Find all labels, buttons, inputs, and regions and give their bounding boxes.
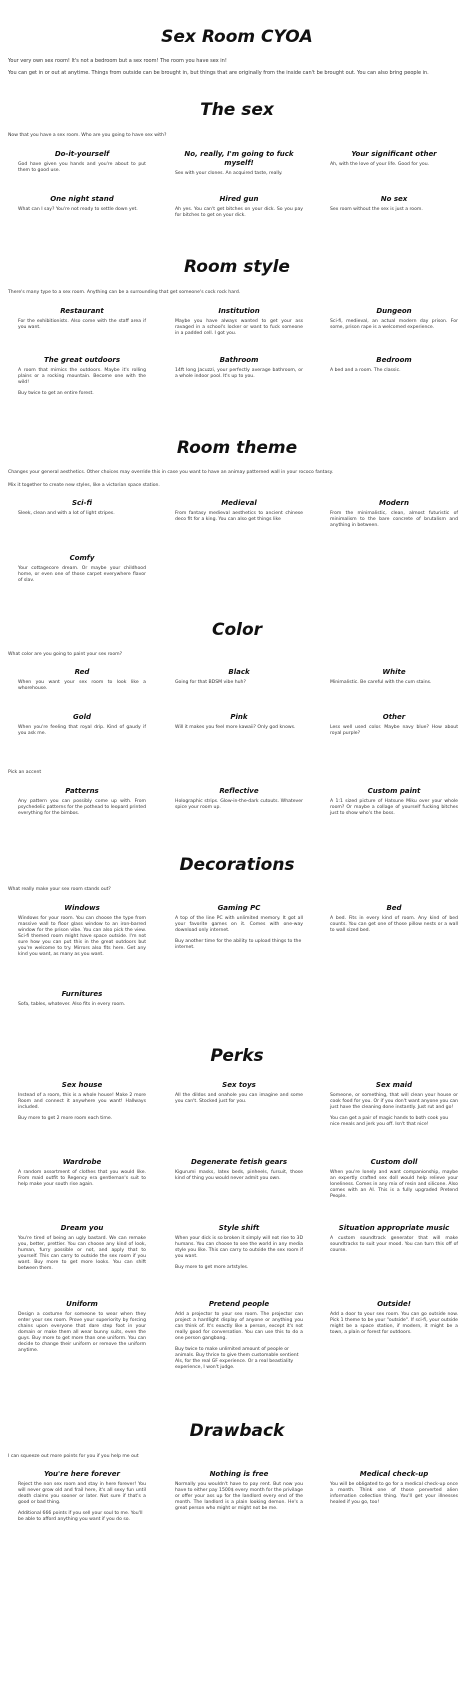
room-style-option[interactable] <box>175 307 303 337</box>
room-style-option[interactable] <box>18 307 146 331</box>
option-description: Will it makes you feel more kawaii? Only god knows. <box>175 725 296 730</box>
option-title: Bedroom <box>376 356 412 364</box>
option-title: Outside! <box>377 1300 411 1308</box>
option-title: Bathroom <box>219 356 259 364</box>
option-title: Other <box>382 713 406 721</box>
room-style-option[interactable] <box>330 356 458 374</box>
perks-option[interactable] <box>18 1081 146 1122</box>
option-description: Windows for your room. You can choose the type from massive wall to floor glass window to an iron-barred window for the prison vibe. You can also pick the view. Sci-fi themed room might have space outside. I'm not sure how you can put this in the great outdoors but you're welcome to try. Mirrors also fits here. Get any kind you want, as many as you want. <box>18 916 146 957</box>
drawback-option[interactable] <box>175 1470 303 1512</box>
option-description: A custom soundtrack generator that will make soundtracks to suit your mood. You can turn this off of course. <box>330 1236 458 1253</box>
option-title: Hired gun <box>219 195 259 203</box>
section-title-decorations: Decorations <box>179 855 295 875</box>
option-description: A bed and a room. The classic. <box>330 368 401 373</box>
option-title: You're here forever <box>44 1470 120 1478</box>
option-note: Buy twice to make unlimited amount of people or animals. Buy thrice to give them customable sentient AIs, for the real GF experience. Or a real beastiality experience, I won't judge. <box>175 1347 299 1370</box>
section-note: Now that you have a sex room. Who are you going to have sex with? <box>8 133 167 138</box>
option-note: Buy twice to get an entire forest. <box>18 391 94 396</box>
section-title-drawback: Drawback <box>189 1421 285 1441</box>
perks-option[interactable] <box>175 1158 303 1182</box>
option-title: Sex toys <box>222 1081 256 1089</box>
option-description: A random assortment of clothes that you would like. From maid outfit to Regency era gentleman's suit to help make your south rise again. <box>18 1170 146 1187</box>
perks-option[interactable] <box>175 1300 303 1371</box>
option-title: Red <box>74 668 90 676</box>
accent-option[interactable] <box>175 787 303 811</box>
option-title: Medieval <box>221 499 257 507</box>
option-note: You can get a pair of magic hands to both cook you nice meals and jerk you off. Isn't that nice! <box>330 1116 449 1127</box>
option-title: Sex maid <box>375 1081 413 1089</box>
option-description: Add a door to your sex room. You can go outside now. Pick 1 theme to be your "outside". If sci-fi, your outside might be a space station, if modern, it might be a town, a plain or forest for outdoors. <box>330 1312 458 1335</box>
option-title: Bed <box>386 904 402 912</box>
option-description: Sci-fi, medieval, an actual modern day prison. For some, prison rape is a welcomed experience. <box>330 319 458 330</box>
section-note: What really make your sex room stands out? <box>8 887 111 892</box>
option-title: No, really, I'm going to fuck myself! <box>184 150 294 167</box>
perks-option[interactable] <box>330 1300 458 1336</box>
the-sex-option[interactable] <box>330 195 458 213</box>
option-description: What can I say? You're not ready to settle down yet. <box>18 207 138 212</box>
option-description: Maybe you have always wanted to get your ass ravaged in a school's locker or want to fuck someone in a padded cell. I got you. <box>175 319 303 336</box>
option-description: For the exhibitionists. Also come with the staff area if you want. <box>18 319 146 330</box>
option-description: Sleek, clean and with a lot of light stripes. <box>18 511 115 516</box>
option-description: When your dick is so broken it simply will not rise to 3D humans. You can choose to see the world in any media style you like. This can carry to outside the sex room if you want. <box>175 1236 303 1259</box>
section-note: There's many type to a sex room. Anything can be a surrounding that get someone's cock rock hard. <box>8 290 241 295</box>
option-title: Custom paint <box>367 787 421 795</box>
option-title: Nothing is free <box>209 1470 269 1478</box>
drawback-option[interactable] <box>18 1470 146 1523</box>
perks-option[interactable] <box>18 1300 146 1354</box>
section-note: What color are you going to paint your sex room? <box>8 652 123 657</box>
option-title: Degenerate fetish gears <box>191 1158 287 1166</box>
option-description: From fantasy medieval aesthetics to ancient chinese deco fit for a king. You can also get things like <box>175 511 303 522</box>
option-title: Windows <box>64 904 100 912</box>
color-option[interactable] <box>18 668 146 692</box>
option-title: Dungeon <box>376 307 412 315</box>
option-title: One night stand <box>50 195 114 203</box>
option-title: Gold <box>73 713 91 721</box>
option-title: Comfy <box>69 554 95 562</box>
option-title: Pink <box>230 713 248 721</box>
option-description: Reject the non sex room and stay in here forever! You will never grow old and frail here, it's all sexy fun until death claims you sooner or later. Not sure if that's a good or bad thing. <box>18 1482 146 1505</box>
option-description: God have given you hands and you're about to put them to good use. <box>18 162 146 173</box>
option-title: Sex house <box>61 1081 103 1089</box>
section-note: Mix it together to create new styles, like a victorian space station. <box>8 483 160 488</box>
option-title: Custom doll <box>370 1158 418 1166</box>
option-description: A bed. Fits in every kind of room. Any kind of bed counts. You can get one of those pillow nests or a wall to wall sized bed. <box>330 916 458 933</box>
accent-option[interactable] <box>330 787 458 817</box>
option-title: No sex <box>380 195 408 203</box>
option-note: Buy another time for the ability to upload things to the internet. <box>175 939 302 950</box>
option-title: Gaming PC <box>217 904 261 912</box>
room-style-option[interactable] <box>18 356 146 397</box>
option-title: Wardrobe <box>62 1158 102 1166</box>
option-title: Modern <box>379 499 409 507</box>
option-description: Design a costume for someone to wear when they enter your sex room. Prove your superiority by forcing chains upon everyone that dare step foot in your domain or make them all wear bunny suits, even the guys. Buy more to get more than one uniform. You can decide to change their uniform or remove the uniform anytime. <box>18 1312 146 1353</box>
option-description: When you're lonely and want companionship, maybe an expertly crafted sex doll would help relieve your loneliness. Comes in any mix of resin and silicone. Also comes with an AI. This is a fully upgraded Pretend People. <box>330 1170 458 1199</box>
room-theme-option[interactable] <box>18 499 146 517</box>
section-title-perks: Perks <box>210 1046 264 1066</box>
option-description: Ah yes. You can't get bitches on your dick. So you pay for bitches to get on your dick. <box>175 207 303 218</box>
option-title: White <box>382 668 406 676</box>
option-note: Buy more to get more artstyles. <box>175 1265 249 1270</box>
decorations-option[interactable] <box>175 904 303 951</box>
option-description: You're tired of being an ugly bastard. We can remake you, better, prettier. You can choose any kind of look, human, furry possible or not, and apply that to yourself. This can carry to outside the sex room if you want. Buy more to get more looks. You can shift between them. <box>18 1236 146 1271</box>
color-option[interactable] <box>330 668 458 686</box>
the-sex-option[interactable] <box>175 150 303 177</box>
option-description: Kigurumi masks, latex beds, pinheels, fursuit, those kind of thing you would never admit you own. <box>175 1170 303 1181</box>
option-description: Holographic strips. Glow-in-the-dark cutouts. Whatever spice your room up. <box>175 799 303 810</box>
option-description: Instead of a room, this is a whole house! Make 2 more Room and connect it anywhere you want! Hallways included. <box>18 1093 146 1110</box>
perks-option[interactable] <box>175 1224 303 1271</box>
option-title: Reflective <box>219 787 259 795</box>
section-title-room-theme: Room theme <box>176 438 298 458</box>
room-theme-option[interactable] <box>175 499 303 523</box>
option-title: Medical check-up <box>359 1470 429 1478</box>
option-description: Your cottagecore dream. Or maybe your childhood home, or even one of those carpet everywhere flavor of slav. <box>18 566 146 583</box>
option-title: Your significant other <box>351 150 437 158</box>
option-description: Sex with your clones. An acquired taste, really. <box>175 171 283 176</box>
option-description: A 1:1 sized picture of Hatsune Miku over your whole room? Or maybe a collage of yourself fucking bitches just to show who's the boss. <box>330 799 458 816</box>
intro-text: You can get in or out at anytime. Things from outside can be brought in, but things that are originally from the inside can't be brought out. You can also bring people in. <box>8 70 429 76</box>
option-description: Sofa, tables, whatever. Also fits in every room. <box>18 1002 126 1007</box>
option-title: Restaurant <box>60 307 104 315</box>
the-sex-option[interactable] <box>18 150 146 174</box>
color-option[interactable] <box>330 713 458 737</box>
color-option[interactable] <box>175 713 303 731</box>
option-description: Add a projector to your sex room. The projector can project a hardlight display of anyone or anything you can think of. It's exactly like a person, except it's not really good for conversation. You can use this to do a one person gangbang. <box>175 1312 303 1341</box>
decorations-option[interactable] <box>18 904 146 958</box>
option-description: When you want your sex room to look like a whorehouse. <box>18 680 146 691</box>
option-title: Institution <box>218 307 260 315</box>
option-description: Someone, or something, that will clean your house or cook food for you. Or if you don't want anyone you can just have the cleaning done instantly. Just rut and go! <box>330 1093 458 1110</box>
option-title: Dream you <box>60 1224 104 1232</box>
perks-option[interactable] <box>330 1224 458 1254</box>
option-description: A top of the line PC with unlimited memory. It got all your favorite games on it. Comes with one-way download only internet. <box>175 916 303 933</box>
section-title-room-style: Room style <box>184 257 290 277</box>
perks-option[interactable] <box>175 1081 303 1105</box>
option-note: Buy more to get 2 more room each time. <box>18 1116 113 1121</box>
accent-option[interactable] <box>18 787 146 817</box>
option-description: All the dildos and onahole you can imagine and some you can't. Stocked just for you. <box>175 1093 303 1104</box>
option-description: From the minimalistic, clean, almost futuristic of minimalism to the bare concrete of brutalism and anything in between. <box>330 511 458 528</box>
room-theme-option[interactable] <box>330 499 458 529</box>
section-note: I can squeeze out more points for you if you help me out <box>8 1454 139 1459</box>
option-title: Black <box>228 668 250 676</box>
room-style-option[interactable] <box>330 307 458 331</box>
option-title: Furnitures <box>61 990 103 998</box>
option-title: Style shift <box>218 1224 260 1232</box>
color-option[interactable] <box>175 668 303 686</box>
decorations-option[interactable] <box>330 904 458 934</box>
section-title-the-sex: The sex <box>200 100 274 120</box>
option-title: Pretend people <box>208 1300 270 1308</box>
option-title: Do-it-yourself <box>54 150 110 158</box>
accent-note: Pick an accent <box>8 770 42 775</box>
option-description: Normally you wouldn't have to pay rent. But now you have to either pay 1500$ every month for the privilage or offer your ass up for the landlord every end of the month. The landlord is a plain looking demon. He's a great person who might or might not be me. <box>175 1482 303 1511</box>
intro-text: Your very own sex room! It's not a bedroom but a sex room! The room you have sex in! <box>8 58 227 64</box>
section-title-color: Color <box>211 620 263 640</box>
option-description: Sex room without the sex is just a room. <box>330 207 423 212</box>
decorations-option[interactable] <box>18 990 146 1008</box>
option-title: Uniform <box>66 1300 98 1308</box>
the-sex-option[interactable] <box>175 195 303 219</box>
perks-option[interactable] <box>18 1158 146 1188</box>
page-title: Sex Room CYOA <box>161 27 313 47</box>
option-title: Patterns <box>65 787 99 795</box>
the-sex-option[interactable] <box>18 195 146 213</box>
color-option[interactable] <box>18 713 146 737</box>
option-description: Less well used color. Maybe navy blue? How about royal purple? <box>330 725 458 736</box>
option-title: Sci-fi <box>71 499 92 507</box>
the-sex-option[interactable] <box>330 150 458 168</box>
option-description: Minimalistic. Be careful with the cum stains. <box>330 680 432 685</box>
perks-option[interactable] <box>330 1081 458 1128</box>
perks-option[interactable] <box>18 1224 146 1272</box>
option-description: A room that mimics the outdoors. Maybe it's rolling plains or a rocking mountain. Become one with the wild! <box>18 368 146 385</box>
room-theme-option[interactable] <box>18 554 146 584</box>
option-description: You will be obligated to go for a medical check-up once a month. Think one of those perverted alien information collection thing. You'll get your illnesses healed if you go, too! <box>330 1482 458 1505</box>
option-description: When you're feeling that royal drip. Kind of gaudy if you ask me. <box>18 725 146 736</box>
option-title: Situation appropriate music <box>338 1224 450 1232</box>
option-description: 14ft long Jacuzzi, your perfectly average bathroom, or a whole indoor pool. It's up to you. <box>175 368 303 379</box>
section-note: Changes your general aesthetics. Other choices may override this in case you want to have an animay patterned wall in your rococo fantasy. <box>8 470 334 475</box>
drawback-option[interactable] <box>330 1470 458 1506</box>
option-description: Ah, with the love of your life. Good for you. <box>330 162 430 167</box>
perks-option[interactable] <box>330 1158 458 1200</box>
option-note: Additional 666 points if you sell your soul to me. You'll be able to afford anything you want if you do so. <box>18 1511 143 1522</box>
option-title: The great outdoors <box>43 356 121 364</box>
option-description: Going for that BDSM vibe huh? <box>175 680 246 685</box>
room-style-option[interactable] <box>175 356 303 380</box>
option-description: Any pattern you can possibly come up with. From psychedelic patterns for the pothead to leopard printed everything for the bimbos. <box>18 799 146 816</box>
